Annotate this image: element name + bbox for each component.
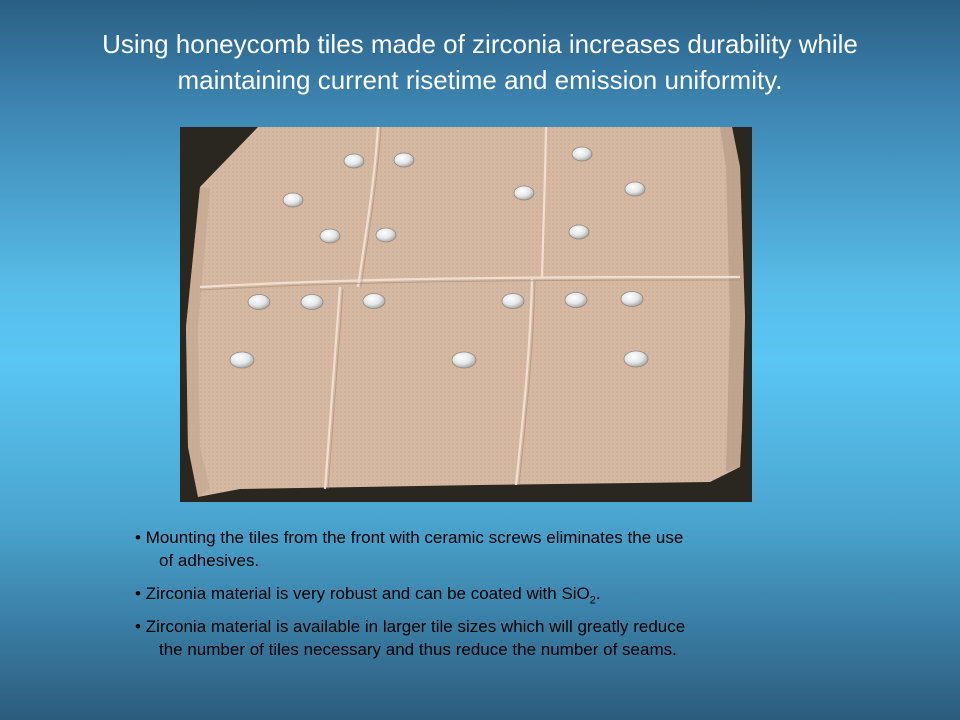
bullet-1-line-2: of adhesives. <box>159 551 260 570</box>
bullet-1-line-1: Mounting the tiles from the front with ceramic screws eliminates the use <box>145 528 684 547</box>
tile-photo-graphic <box>180 127 752 502</box>
title-line-2: maintaining current risetime and emission uniformity. <box>177 65 783 95</box>
bullet-item <box>135 615 800 661</box>
bullet-2-suffix: . <box>595 584 601 603</box>
slide-title <box>20 26 940 98</box>
bullet-marker: • <box>135 617 146 636</box>
bullet-marker: • <box>135 584 146 603</box>
tile-photo <box>180 127 752 502</box>
bullet-2-text: Zirconia material is very robust and can be coated with SiO <box>145 584 590 603</box>
bullet-list <box>135 526 800 671</box>
bullet-marker: • <box>135 528 146 547</box>
bullet-2-subscript: 2 <box>589 594 596 607</box>
bullet-3-line-1: Zirconia material is available in larger tile sizes which will greatly reduce <box>145 617 686 636</box>
bullet-3-line-2: the number of tiles necessary and thus reduce the number of seams. <box>159 640 677 659</box>
title-line-1: Using honeycomb tiles made of zirconia increases durability while <box>102 29 858 59</box>
bullet-item <box>135 526 800 572</box>
bullet-item <box>135 582 800 605</box>
